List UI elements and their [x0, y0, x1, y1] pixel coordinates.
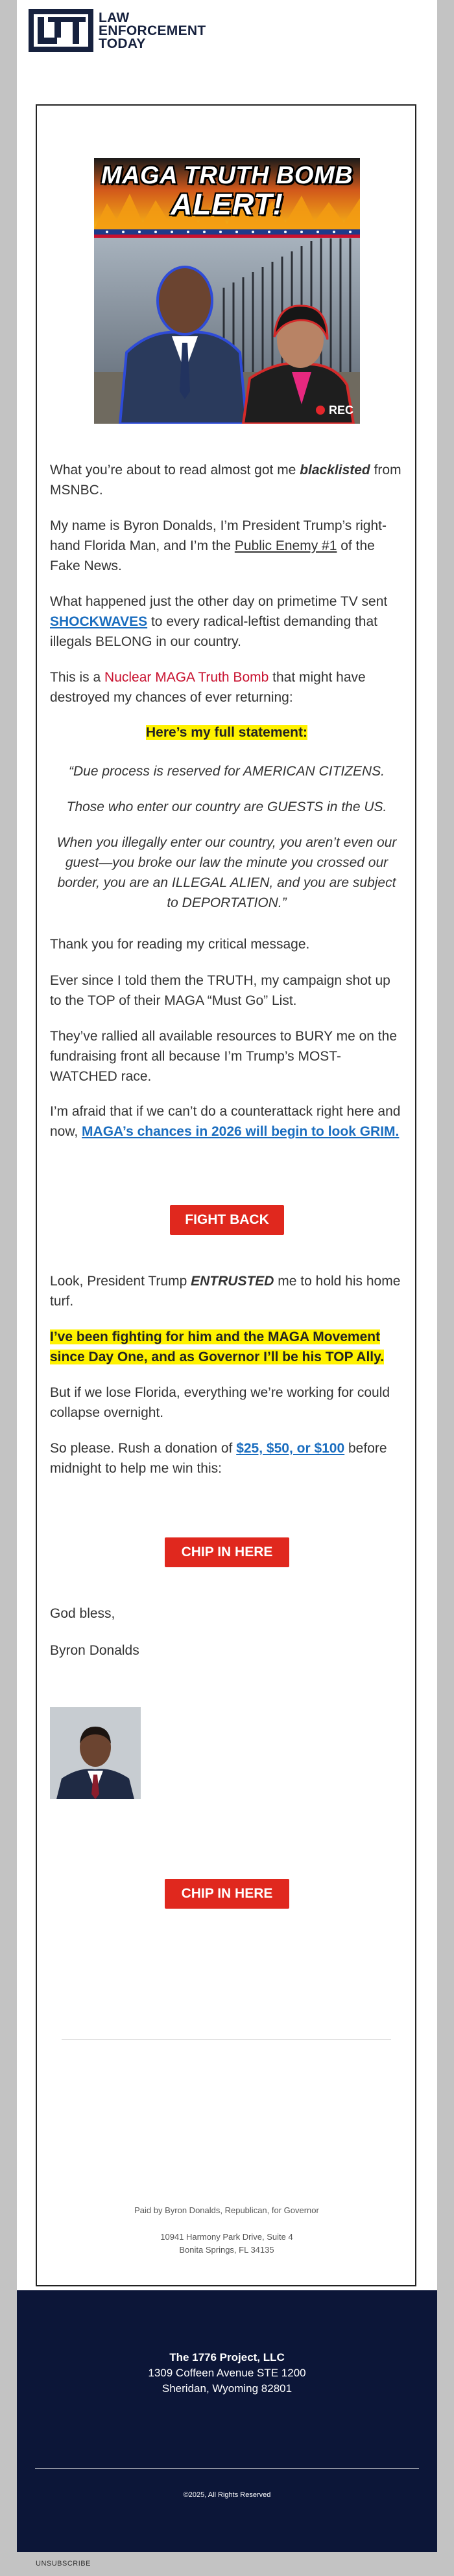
chip-in-button-2[interactable]: CHIP IN HERE — [165, 1879, 289, 1909]
p2-text: My name is Byron Donalds, I’m President Trump’s right-hand Florida Man, and I’m the — [50, 518, 387, 553]
truth-bomb-text: Nuclear MAGA Truth Bomb — [104, 670, 269, 685]
paragraph-blacklisted — [50, 460, 403, 500]
content-divider — [62, 2039, 391, 2040]
p9-text: Look, President Trump — [50, 1274, 191, 1289]
campaign-address-line-1: 10941 Harmony Park Drive, Suite 4 — [160, 2232, 293, 2242]
p4-text-end: that might have destroyed my chances of ever returning: — [50, 670, 366, 705]
top-ally-highlight: I’ve been fighting for him and the MAGA Movement since Day One, and as Governor I’ll be his TOP Ally. — [50, 1329, 385, 1364]
paragraph-lose-florida: But if we lose Florida, everything we’re working for could collapse overnight. — [50, 1385, 390, 1420]
paragraph-bury-me: They’ve rallied all available resources to BURY me on the fundraising front all because I’m Trump’s MOST-WATCHED race. — [50, 1029, 397, 1084]
paragraph-must-go: Ever since I told them the TRUTH, my campaign shot up to the TOP of their MAGA “Must Go” List. — [50, 973, 390, 1008]
closing-greeting: God bless, — [50, 1606, 115, 1621]
footer-city: Sheridan, Wyoming 82801 — [161, 2382, 293, 2395]
quote-line-3: When you illegally enter our country, you aren’t even our guest—you broke our law the minute you crossed our border, you are an ILLEGAL ALIEN, and you are subject to DEPORTATION.” — [56, 835, 397, 910]
p3-text: What happened just the other day on primetime TV sent — [50, 594, 388, 609]
paragraph-introduction — [50, 516, 403, 576]
logo-line-1: LAW — [99, 10, 130, 25]
statement-highlight: Here’s my full statement: — [146, 725, 307, 740]
paid-by-disclaimer: Paid by Byron Donalds, Republican, for Governor — [134, 2205, 319, 2215]
paragraph-entrusted — [50, 1271, 403, 1311]
fight-back-button[interactable]: FIGHT BACK — [170, 1205, 284, 1235]
logo-line-2: ENFORCEMENT — [99, 23, 206, 38]
p1-text-end: from MSNBC. — [50, 463, 401, 498]
record-dot-icon — [316, 406, 325, 415]
footer-org-name: The 1776 Project, LLC — [169, 2351, 285, 2363]
footer-copyright: ©2025, All Rights Reserved — [183, 2491, 271, 2499]
logo-line-3: TODAY — [99, 36, 146, 51]
p1-emphasis: blacklisted — [300, 463, 370, 477]
p2-text-end: of the Fake News. — [50, 538, 375, 573]
chip-in-button-1[interactable]: CHIP IN HERE — [165, 1537, 289, 1567]
p4-text: This is a — [50, 670, 105, 685]
hero-image[interactable] — [94, 158, 360, 424]
quote-line-1: “Due process is reserved for AMERICAN CITIZENS. — [69, 764, 385, 779]
hero-title-line-2: ALERT! — [171, 187, 283, 221]
email-footer — [17, 2290, 437, 2552]
unsubscribe-link[interactable]: UNSUBSCRIBE — [36, 2560, 91, 2568]
paragraph-truth-bomb — [50, 667, 403, 707]
law-enforcement-today-logo[interactable] — [29, 9, 236, 54]
p1-text: What you’re about to read almost got me — [50, 463, 300, 477]
campaign-address-line-2: Bonita Springs, FL 34135 — [179, 2245, 274, 2255]
signature-name: Byron Donalds — [50, 1643, 139, 1658]
public-enemy-link[interactable]: Public Enemy #1 — [234, 538, 337, 553]
logo-wordmark — [99, 12, 206, 51]
p12-text-end: before midnight to help me win this: — [50, 1441, 387, 1476]
p9-text-end: me to hold his home turf. — [50, 1274, 401, 1309]
p9-emphasis: ENTRUSTED — [191, 1274, 274, 1289]
shockwaves-link[interactable]: SHOCKWAVES — [50, 614, 148, 629]
paragraph-thank-you: Thank you for reading my critical message. — [50, 937, 310, 952]
p12-text: So please. Rush a donation of — [50, 1441, 237, 1456]
rec-indicator — [316, 404, 353, 417]
quote-line-2: Those who enter our country are GUESTS in the US. — [66, 799, 387, 814]
maga-chances-link[interactable]: MAGA’s chances in 2026 will begin to look GRIM. — [82, 1124, 400, 1139]
let-logo-mark-icon — [29, 9, 93, 52]
footer-rule — [35, 2468, 419, 2469]
paragraph-top-ally — [50, 1327, 403, 1367]
paragraph-counterattack — [50, 1101, 403, 1142]
candidate-photo — [50, 1707, 141, 1799]
donation-amounts-link[interactable]: $25, $50, or $100 — [236, 1441, 345, 1456]
rec-label: REC — [328, 404, 353, 417]
statement-label — [50, 722, 403, 742]
content-frame — [36, 104, 416, 2286]
p3-text-end: to every radical-leftist demanding that illegals BELONG in our country. — [50, 614, 377, 649]
paragraph-donation — [50, 1438, 403, 1478]
paragraph-shockwaves — [50, 592, 403, 652]
hero-title-line-1: MAGA TRUTH BOMB — [101, 162, 353, 189]
footer-street: 1309 Coffeen Avenue STE 1200 — [148, 2367, 306, 2379]
p8-text: I’m afraid that if we can’t do a counterattack right here and now, — [50, 1104, 401, 1139]
candidate-portrait-icon — [50, 1707, 141, 1799]
